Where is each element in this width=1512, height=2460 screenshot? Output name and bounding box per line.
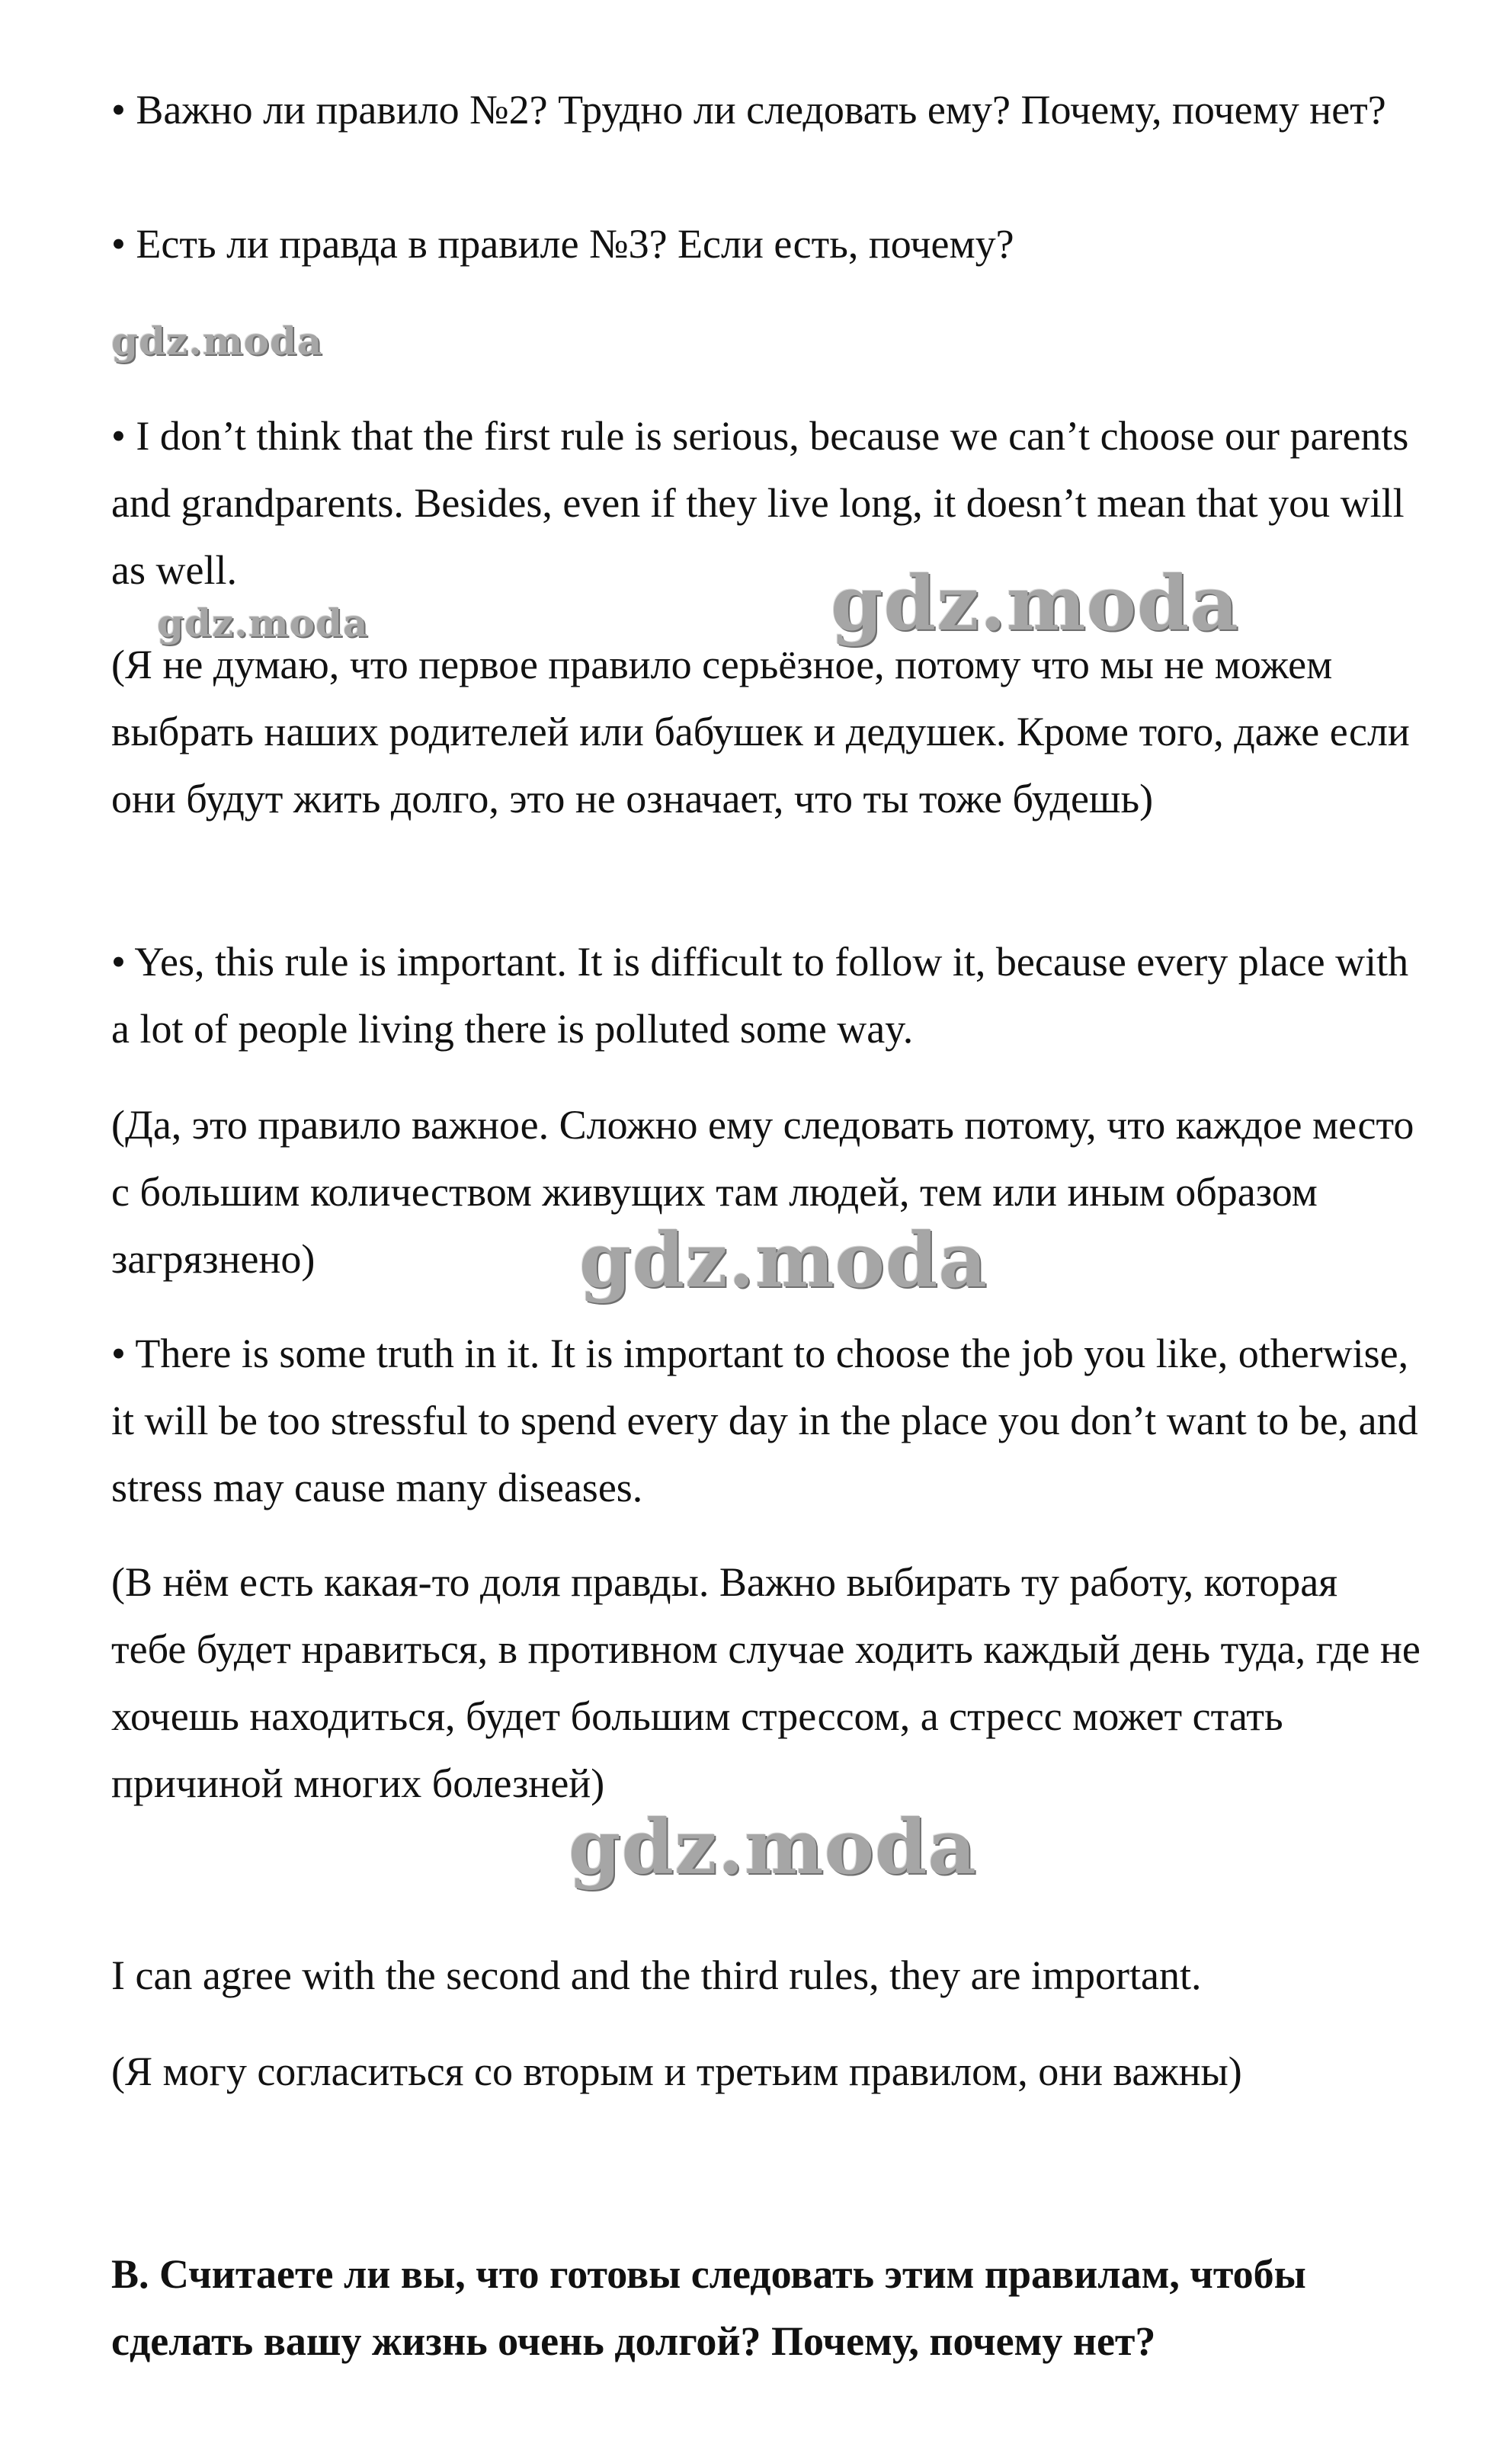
answer-rule-3-en: • There is some truth in it. It is important to choose the job you like, otherwise, it will be too stressful to spend every day in the place you don’t want to be, and stress may cause many diseases. xyxy=(111,1331,1418,1510)
question-b-heading: B. Считаете ли вы, что готовы следовать этим правилам, чтобы сделать вашу жизнь очень долгой? Почему, почему нет? xyxy=(111,2251,1306,2364)
question-rule-3: • Есть ли правда в правиле №3? Если есть, почему? xyxy=(111,221,1014,267)
conclusion-en: I can agree with the second and the third rules, they are important. xyxy=(111,1952,1202,1998)
watermark-logo: gdz.moda xyxy=(579,1217,988,1305)
answer-rule-2-ru: (Да, это правило важное. Сложно ему следовать потому, что каждое место с большим количеством живущих там людей, тем или иным образом загрязнено) xyxy=(111,1102,1414,1282)
answer-rule-3-ru: (В нём есть какая-то доля правды. Важно выбирать ту работу, которая тебе будет нравиться, в противном случае ходить каждый день туда, где не хочешь находиться, будет большим стрессом, а стресс может стать причиной многих болезней) xyxy=(111,1559,1421,1806)
watermark-logo: gdz.moda xyxy=(157,601,369,645)
answer-rule-2-en: • Yes, this rule is important. It is difficult to follow it, because every place with a lot of people living there is polluted some way. xyxy=(111,939,1409,1052)
watermark-logo: gdz.moda xyxy=(569,1804,977,1891)
question-rule-2: • Важно ли правило №2? Трудно ли следовать ему? Почему, почему нет? xyxy=(111,87,1386,133)
watermark-logo: gdz.moda xyxy=(111,319,323,364)
watermark-logo: gdz.moda xyxy=(831,560,1239,648)
answer-rule-1-en: • I don’t think that the first rule is serious, because we can’t choose our parents and grandparents. Besides, even if they live long, it doesn’t mean that you will as well. xyxy=(111,413,1409,593)
conclusion-ru: (Я могу согласиться со вторым и третьим правилом, они важны) xyxy=(111,2048,1242,2094)
answer-rule-1-ru: (Я не думаю, что первое правило серьёзное, потому что мы не можем выбрать наших родителей или бабушек и дедушек. Кроме того, даже если они будут жить долго, это не означает, что ты тоже будешь) xyxy=(111,642,1410,822)
